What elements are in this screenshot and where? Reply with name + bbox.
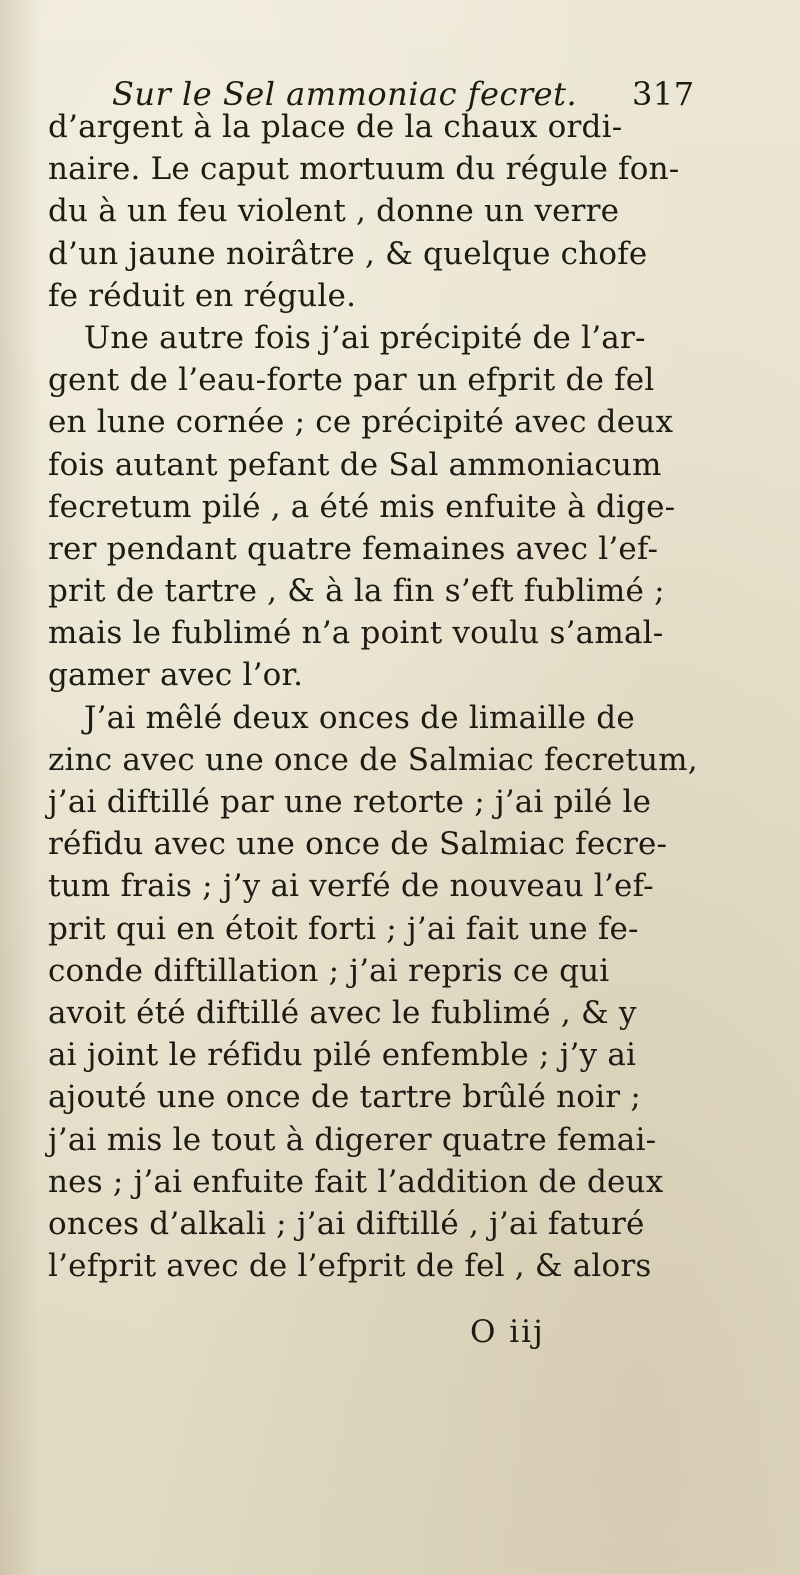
text-line: Une autre fois j’ai précipité de l’ar- [84,319,646,356]
body-text [48,106,768,1287]
text-line: rer pendant quatre femaines avec l’ef- [48,530,659,567]
text-line: fois autant pefant de Sal ammoniacum [48,446,662,483]
text-line: fe réduit en régule. [48,277,357,314]
text-line: mais le fublimé n’a point voulu s’amal- [48,615,664,652]
text-line: j’ai mis le tout à digerer quatre femai- [48,1121,657,1158]
text-line: J’ai mêlé deux onces de limaille de [84,699,635,736]
text-line: l’efprit avec de l’efprit de fel , & alors [48,1248,652,1285]
text-line: tum frais ; j’y ai verfé de nouveau l’ef- [48,868,654,905]
text-line: gamer avec l’or. [48,657,304,694]
text-line: j’ai diftillé par une retorte ; j’ai pilé le [48,784,652,820]
running-title: Sur le Sel ammoniac fecret. [112,75,578,113]
signature-mark: O iij [470,1314,545,1350]
text-line: fecretum pilé , a été mis enfuite à dige- [48,488,676,525]
text-line: onces d’alkali ; j’ai diftillé , j’ai faturé [48,1205,645,1242]
text-line: nes ; j’ai enfuite fait l’addition de deux [48,1163,664,1200]
text-line: d’un jaune noirâtre , & quelque chofe [48,235,648,272]
text-line: prit de tartre , & à la fin s’eft fublimé ; [48,573,665,610]
text-line: ai joint le réfidu pilé enfemble ; j’y ai [48,1037,637,1074]
text-line: réfidu avec une once de Salmiac fecre- [48,826,668,863]
text-line: naire. Le caput mortuum du régule fon- [48,151,680,188]
text-line: zinc avec une once de Salmiac fecretum, [48,741,698,778]
text-line: avoit été diftillé avec le fublimé , & y [48,994,637,1031]
text-line: du à un feu violent , donne un verre [48,193,620,230]
text-line: gent de l’eau-forte par un efprit de fel [48,362,655,399]
page-number: 317 [632,75,695,113]
text-line: prit qui en étoit forti ; j’ai fait une fe- [48,910,639,947]
text-line: conde diftillation ; j’ai repris ce qui [48,952,610,989]
text-line: ajouté une once de tartre brûlé noir ; [48,1079,641,1116]
text-line: d’argent à la place de la chaux ordi- [48,109,623,145]
text-line: en lune cornée ; ce précipité avec deux [48,404,674,441]
page-gutter-shadow [0,0,40,1575]
